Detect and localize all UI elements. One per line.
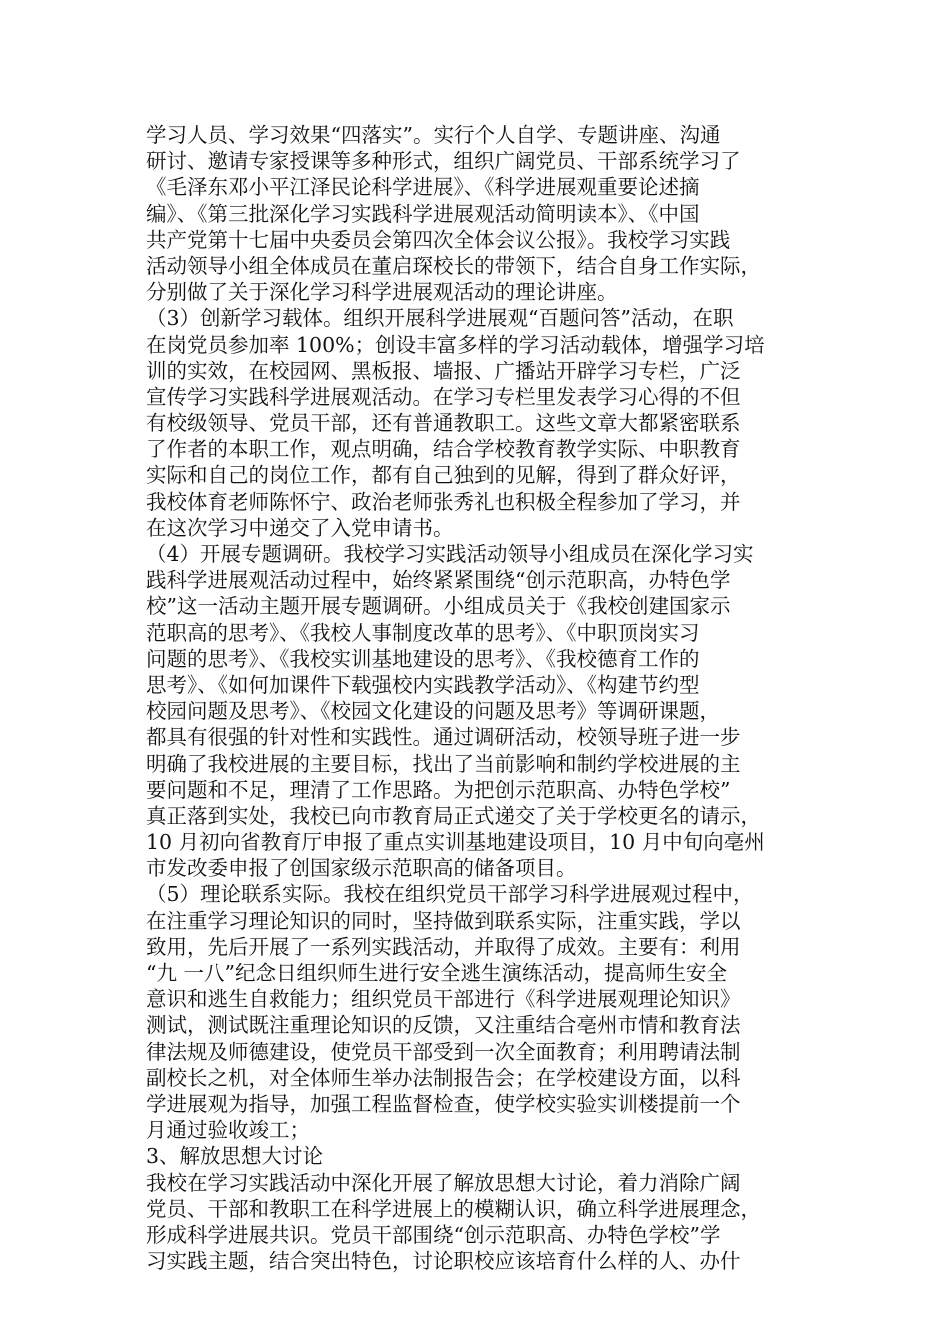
text-line: 范职高的思考》、《我校人事制度改革的思考》、《中职顶岗实习	[146, 620, 700, 645]
text-line: （5）理论联系实际。我校在组织党员干部学习科学进展观过程中，	[146, 882, 754, 907]
text-line: 月通过验收竣工；	[146, 1118, 310, 1143]
text-line: 市发改委申报了创国家级示范职高的储备项目。	[146, 856, 577, 881]
text-line: 律法规及师德建设，使党员干部受到一次全面教育；利用聘请法制	[146, 1039, 741, 1064]
section-heading: 3、解放思想大讨论	[146, 1144, 324, 1169]
text-line: 学进展观为指导，加强工程监督检查，使学校实验实训楼提前一个	[146, 1091, 741, 1116]
text-line: 我校体育老师陈怀宁、政治老师张秀礼也积极全程参加了学习，并	[146, 489, 741, 514]
text-line: 真正落到实处，我校已向市教育局正式递交了关于学校更名的请示，	[146, 803, 761, 828]
text-line: 宣传学习实践科学进展观活动。在学习专栏里发表学习心得的不但	[146, 384, 741, 409]
text-line: 在注重学习理论知识的同时，坚持做到联系实际，注重实践，学以	[146, 908, 741, 933]
text-line: 《毛泽东邓小平江泽民论科学进展》、《科学进展观重要论述摘	[146, 175, 700, 200]
text-line: “九 一八”纪念日组织师生进行安全逃生演练活动，提高师生安全	[146, 961, 727, 985]
text-line: 要问题和不足，理清了工作思路。为把创示范职高、办特色学校”	[146, 777, 731, 802]
text-line: 研讨、邀请专家授课等多种形式，组织广阔党员、干部系统学习了	[146, 149, 741, 174]
text-line: 形成科学进展共识。党员干部围绕“创示范职高、办特色学校”学	[146, 1222, 721, 1247]
document-body	[146, 122, 806, 1274]
text-line: 共产党第十七届中央委员会第四次全体会议公报》。我校学习实践	[146, 227, 731, 252]
text-line: 我校在学习实践活动中深化开展了解放思想大讨论，着力消除广阔	[146, 1170, 741, 1195]
text-line: （4）开展专题调研。我校学习实践活动领导小组成员在深化学习实	[146, 542, 754, 566]
text-line: 活动领导小组全体成员在董启琛校长的带领下，结合自身工作实际，	[146, 253, 761, 278]
text-line: 校”这一活动主题开展专题调研。小组成员关于《我校创建国家示	[146, 594, 731, 619]
text-line: 实际和自己的岗位工作，都有自己独到的见解，得到了群众好评，	[146, 463, 741, 488]
text-line: 训的实效，在校园网、黑板报、墙报、广播站开辟学习专栏，广泛	[146, 358, 741, 383]
text-line: （3）创新学习载体。组织开展科学进展观“百题问答”活动，在职	[146, 306, 734, 331]
text-line: 党员、干部和教职工在科学进展上的模糊认识，确立科学进展理念，	[146, 1196, 761, 1221]
text-line: 测试，测试既注重理论知识的反馈，又注重结合亳州市情和教育法	[146, 1013, 741, 1038]
text-line: 践科学进展观活动过程中，始终紧紧围绕“创示范职高，办特色学	[146, 568, 731, 593]
text-line: 思考》、《如何加课件下载强校内实践教学活动》、《构建节约型	[146, 672, 700, 697]
text-line: 副校长之机，对全体师生举办法制报告会；在学校建设方面，以科	[146, 1065, 741, 1090]
text-line: 编》、《第三批深化学习实践科学进展观活动简明读本》、《中国	[146, 201, 700, 226]
text-line: 分别做了关于深化学习科学进展观活动的理论讲座。	[146, 280, 618, 305]
text-line: 了作者的本职工作，观点明确，结合学校教育教学实际、中职教育	[146, 437, 741, 462]
text-line: 意识和逃生自救能力；组织党员干部进行《科学进展观理论知识》	[146, 987, 741, 1012]
text-line: 在这次学习中递交了入党申请书。	[146, 515, 454, 540]
text-line: 问题的思考》、《我校实训基地建设的思考》、《我校德育工作的	[146, 646, 700, 671]
text-line: 在岗党员参加率 100%；创设丰富多样的学习活动载体，增强学习培	[146, 332, 765, 357]
text-line: 学习人员、学习效果“四落实”。实行个人自学、专题讲座、沟通	[146, 123, 721, 147]
text-line: 有校级领导、党员干部，还有普通教职工。这些文章大都紧密联系	[146, 411, 741, 436]
text-line: 校园问题及思考》、《校园文化建设的问题及思考》等调研课题，	[146, 699, 720, 724]
text-line: 都具有很强的针对性和实践性。通过调研活动，校领导班子进一步	[146, 725, 741, 750]
text-line: 习实践主题，结合突出特色，讨论职校应该培育什么样的人、办什	[146, 1249, 741, 1274]
text-line: 明确了我校进展的主要目标，找出了当前影响和制约学校进展的主	[146, 751, 741, 776]
text-line: 致用，先后开展了一系列实践活动，并取得了成效。主要有：利用	[146, 934, 741, 959]
text-line: 10 月初向省教育厅申报了重点实训基地建设项目，10 月中旬向亳州	[146, 830, 765, 855]
